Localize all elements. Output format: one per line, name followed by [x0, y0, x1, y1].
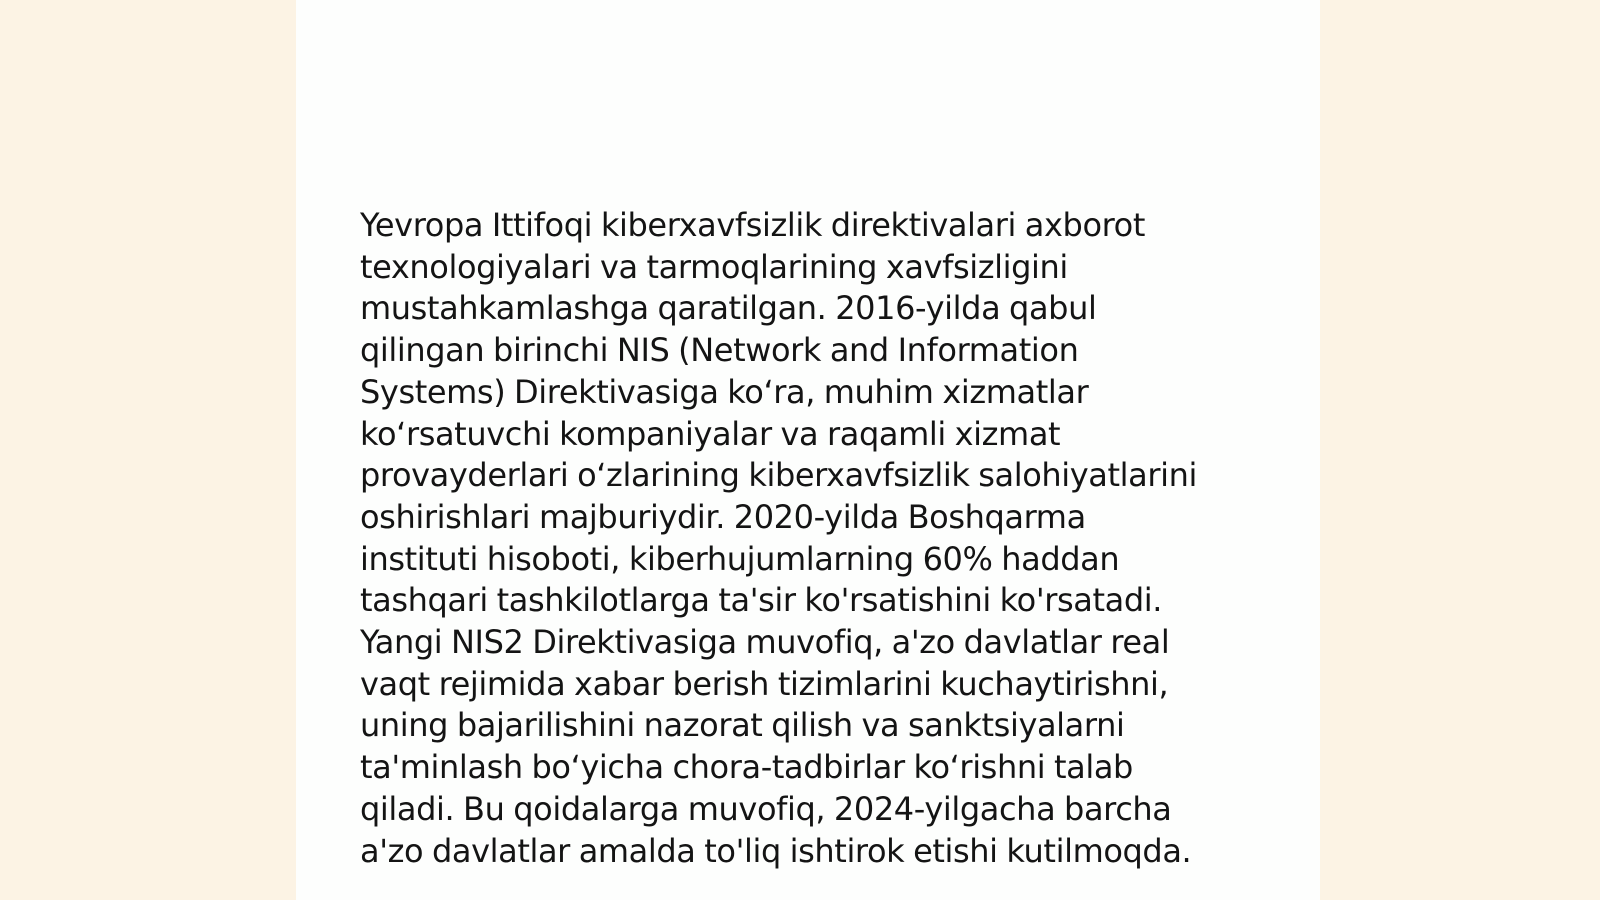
- paragraph-line: mustahkamlashga qaratilgan. 2016-yilda qabul: [360, 289, 1097, 328]
- paragraph-line: uning bajarilishini nazorat qilish va sanktsiyalarni: [360, 706, 1125, 745]
- paragraph-line: Yevropa Ittifoqi kiberxavfsizlik direktivalari axborot: [360, 206, 1145, 244]
- document-page: [296, 0, 1320, 900]
- paragraph-line: vaqt rejimida xabar berish tizimlarini kuchaytirishni,: [360, 664, 1169, 703]
- body-paragraph: [360, 205, 1240, 872]
- paragraph-line: Yangi NIS2 Direktivasiga muvofiq, a'zo davlatlar real: [360, 623, 1170, 662]
- paragraph-line: ta'minlash boʻyicha chora-tadbirlar koʻrishni talab: [360, 748, 1133, 787]
- paragraph-line: Systems) Direktivasiga koʻra, muhim xizmatlar: [360, 372, 1089, 411]
- paragraph-line: a'zo davlatlar amalda to'liq ishtirok etishi kutilmoqda.: [360, 831, 1192, 870]
- paragraph-line: texnologiyalari va tarmoqlarining xavfsizligini: [360, 247, 1068, 286]
- paragraph-line: qilingan birinchi NIS (Network and Information: [360, 331, 1079, 370]
- paragraph-line: koʻrsatuvchi kompaniyalar va raqamli xizmat: [360, 414, 1061, 453]
- paragraph-line: tashqari tashkilotlarga ta'sir ko'rsatishini ko'rsatadi.: [360, 581, 1162, 620]
- paragraph-line: instituti hisoboti, kiberhujumlarning 60% haddan: [360, 539, 1120, 578]
- paragraph-line: oshirishlari majburiydir. 2020-yilda Boshqarma: [360, 497, 1086, 536]
- paragraph-line: qiladi. Bu qoidalarga muvofiq, 2024-yilgacha barcha: [360, 789, 1172, 828]
- paragraph-line: provayderlari oʻzlarining kiberxavfsizlik salohiyatlarini: [360, 456, 1197, 495]
